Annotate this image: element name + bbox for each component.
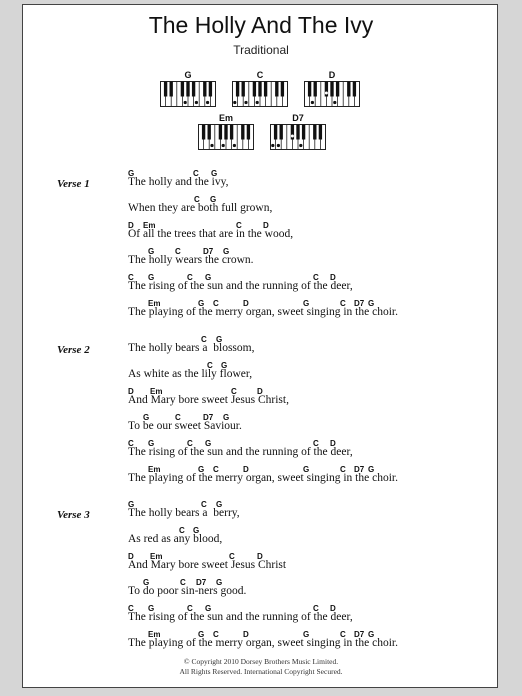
chord-symbol: G [303, 630, 310, 639]
lyric-line: The playing of the merry organ, sweet singing in the choir. [128, 637, 398, 649]
chord-symbol: C [236, 221, 242, 230]
chord-symbol: C [193, 169, 199, 178]
lyric-line: When they are both full grown, [128, 202, 273, 214]
lyric-line: As red as any blood, [128, 533, 223, 545]
pressed-white-key-dot [333, 101, 336, 104]
black-key [330, 82, 333, 97]
chord-symbol: D [243, 465, 249, 474]
keyboard-diagram [304, 81, 360, 107]
black-key [313, 125, 316, 140]
pressed-white-key-dot [195, 101, 198, 104]
lyric-line: The playing of the merry organ, sweet singing in the choir. [128, 472, 398, 484]
pressed-white-key-dot [233, 144, 236, 147]
chord-symbol: D [243, 299, 249, 308]
chord-symbol: G [128, 169, 135, 178]
chord-symbol: C [175, 413, 181, 422]
chord-diagram-label: G [184, 70, 192, 80]
chord-diagram-label: Em [218, 113, 233, 123]
chord-symbol: C [201, 500, 207, 509]
chord-symbol: C [340, 630, 346, 639]
lyric-line: The rising of the sun and the running of the deer, [128, 446, 353, 458]
verse-label: Verse 3 [57, 509, 90, 521]
chord-diagram-label: C [256, 70, 264, 80]
chord-symbol: D [330, 439, 336, 448]
lyric-line: As white as the lily flower, [128, 368, 253, 380]
chord-symbol: C [229, 552, 235, 561]
black-key [219, 125, 222, 140]
chord-symbol: D [128, 552, 134, 561]
chord-symbol: G [211, 169, 218, 178]
chord-symbol: D [257, 387, 263, 396]
lyric-line: The rising of the sun and the running of the deer, [128, 280, 353, 292]
black-key [170, 82, 173, 97]
black-key [319, 125, 322, 140]
lyric-line: Of all the trees that are in the wood, [128, 228, 294, 240]
song-title: The Holly And The Ivy [148, 12, 374, 38]
chord-symbol: C [128, 604, 134, 613]
pressed-white-key-dot [244, 101, 247, 104]
chord-symbol: D7 [354, 299, 365, 308]
chord-symbol: G [221, 361, 228, 370]
chord-symbol: C [213, 465, 219, 474]
chord-symbol: C [313, 273, 319, 282]
chord-symbol: G [368, 465, 375, 474]
lyric-line: The playing of the merry organ, sweet singing in the choir. [128, 306, 398, 318]
keyboard-diagram [232, 81, 288, 107]
chord-symbol: G [216, 335, 223, 344]
pressed-white-key-dot [256, 101, 259, 104]
copyright-line-2: All Rights Reserved. International Copyright Secured. [179, 667, 343, 676]
chord-symbol: G [128, 500, 135, 509]
chord-symbol: G [223, 413, 230, 422]
black-key [242, 82, 245, 97]
chord-symbol: C [201, 335, 207, 344]
black-key [203, 82, 206, 97]
lyric-line: To be our sweet Saviour. [128, 420, 242, 432]
copyright-line-1: © Copyright 2010 Dorsey Brothers Music Limited. [183, 657, 339, 666]
chord-symbol: G [148, 273, 155, 282]
chord-symbol: C [313, 439, 319, 448]
chord-symbol: C [128, 439, 134, 448]
chord-symbol: D [243, 630, 249, 639]
chord-symbol: G [148, 247, 155, 256]
chord-symbol: D [330, 604, 336, 613]
black-key [281, 82, 284, 97]
chord-diagram-label: D [328, 70, 336, 80]
chord-symbol: Em [148, 630, 161, 639]
chord-symbol: D7 [196, 578, 207, 587]
pressed-white-key-dot [233, 101, 236, 104]
chord-symbol: C [128, 273, 134, 282]
pressed-white-key-dot [222, 144, 225, 147]
keyboard-diagram [198, 124, 254, 150]
chord-symbol: G [143, 578, 150, 587]
black-key [186, 82, 189, 97]
chord-symbol: G [216, 500, 223, 509]
chord-symbol: D7 [354, 630, 365, 639]
black-key [253, 82, 256, 97]
chord-symbol: D7 [203, 247, 214, 256]
chord-symbol: C [194, 195, 200, 204]
chord-symbol: G [216, 578, 223, 587]
pressed-white-key-dot [184, 101, 187, 104]
chord-symbol: C [313, 604, 319, 613]
chord-symbol: C [213, 299, 219, 308]
keyboard-diagram [270, 124, 326, 150]
chord-symbol: G [198, 465, 205, 474]
chord-symbol: Em [148, 465, 161, 474]
pressed-white-key-dot [299, 144, 302, 147]
chord-symbol: G [198, 299, 205, 308]
black-key [274, 125, 277, 140]
chord-symbol: G [210, 195, 217, 204]
chord-symbol: C [180, 578, 186, 587]
chord-symbol: C [175, 247, 181, 256]
chord-symbol: G [205, 439, 212, 448]
chord-symbol: D [128, 221, 134, 230]
chord-symbol: Em [150, 387, 163, 396]
chord-symbol: D [128, 387, 134, 396]
black-key [280, 125, 283, 140]
chord-symbol: G [303, 299, 310, 308]
black-key [202, 125, 205, 140]
verse-label: Verse 1 [57, 178, 90, 190]
black-key [264, 82, 267, 97]
lyric-line: The holly bears a blossom, [128, 342, 255, 354]
black-key [314, 82, 317, 97]
keyboard-diagram [160, 81, 216, 107]
chord-symbol: D7 [203, 413, 214, 422]
chord-symbol: G [205, 273, 212, 282]
black-key [336, 82, 339, 97]
black-key [353, 82, 356, 97]
chord-symbol: C [187, 273, 193, 282]
pressed-white-key-dot [311, 101, 314, 104]
chord-symbol: G [205, 604, 212, 613]
lyric-line: The rising of the sun and the running of the deer, [128, 611, 353, 623]
chord-symbol: Em [148, 299, 161, 308]
chord-symbol: D [263, 221, 269, 230]
chord-symbol: C [213, 630, 219, 639]
pressed-white-key-dot [210, 144, 213, 147]
lyric-line: And Mary bore sweet Jesus Christ [128, 559, 287, 571]
chord-symbol: G [148, 604, 155, 613]
chord-symbol: C [207, 361, 213, 370]
chord-symbol: G [368, 630, 375, 639]
black-key [308, 82, 311, 97]
black-key [192, 82, 195, 97]
black-key [164, 82, 167, 97]
chord-symbol: G [143, 413, 150, 422]
chord-diagram-label: D7 [292, 113, 304, 123]
chord-symbol: Em [143, 221, 156, 230]
chord-symbol: C [340, 299, 346, 308]
chord-symbol: C [187, 439, 193, 448]
chord-symbol: C [179, 526, 185, 535]
composer: Traditional [233, 43, 289, 57]
black-key [224, 125, 227, 140]
verse-label: Verse 2 [57, 344, 90, 356]
chord-symbol: G [193, 526, 200, 535]
black-key [275, 82, 278, 97]
black-key [208, 125, 211, 140]
chord-symbol: G [368, 299, 375, 308]
lyric-line: And Mary bore sweet Jesus Christ, [128, 394, 289, 406]
pressed-black-key-dot [325, 92, 328, 95]
black-key [236, 82, 239, 97]
chord-symbol: G [148, 439, 155, 448]
lyric-line: The holly and the ivy, [128, 176, 229, 188]
pressed-white-key-dot [206, 101, 209, 104]
black-key [247, 125, 250, 140]
black-key [230, 125, 233, 140]
chord-symbol: G [198, 630, 205, 639]
chord-symbol: C [231, 387, 237, 396]
chord-symbol: Em [150, 552, 163, 561]
black-key [296, 125, 299, 140]
black-key [209, 82, 212, 97]
chord-symbol: G [303, 465, 310, 474]
black-key [181, 82, 184, 97]
pressed-black-key-dot [291, 135, 294, 138]
black-key [241, 125, 244, 140]
chord-symbol: C [187, 604, 193, 613]
black-key [347, 82, 350, 97]
pressed-white-key-dot [271, 144, 274, 147]
black-key [302, 125, 305, 140]
chord-symbol: C [340, 465, 346, 474]
black-key [258, 82, 261, 97]
chord-symbol: G [223, 247, 230, 256]
chord-symbol: D [330, 273, 336, 282]
lyric-line: To do poor sin-ners good. [128, 585, 247, 597]
lyric-line: The holly bears a berry, [128, 507, 240, 519]
pressed-white-key-dot [277, 144, 280, 147]
lyric-line: The holly wears the crown. [128, 254, 254, 266]
chord-symbol: D [257, 552, 263, 561]
chord-symbol: D7 [354, 465, 365, 474]
